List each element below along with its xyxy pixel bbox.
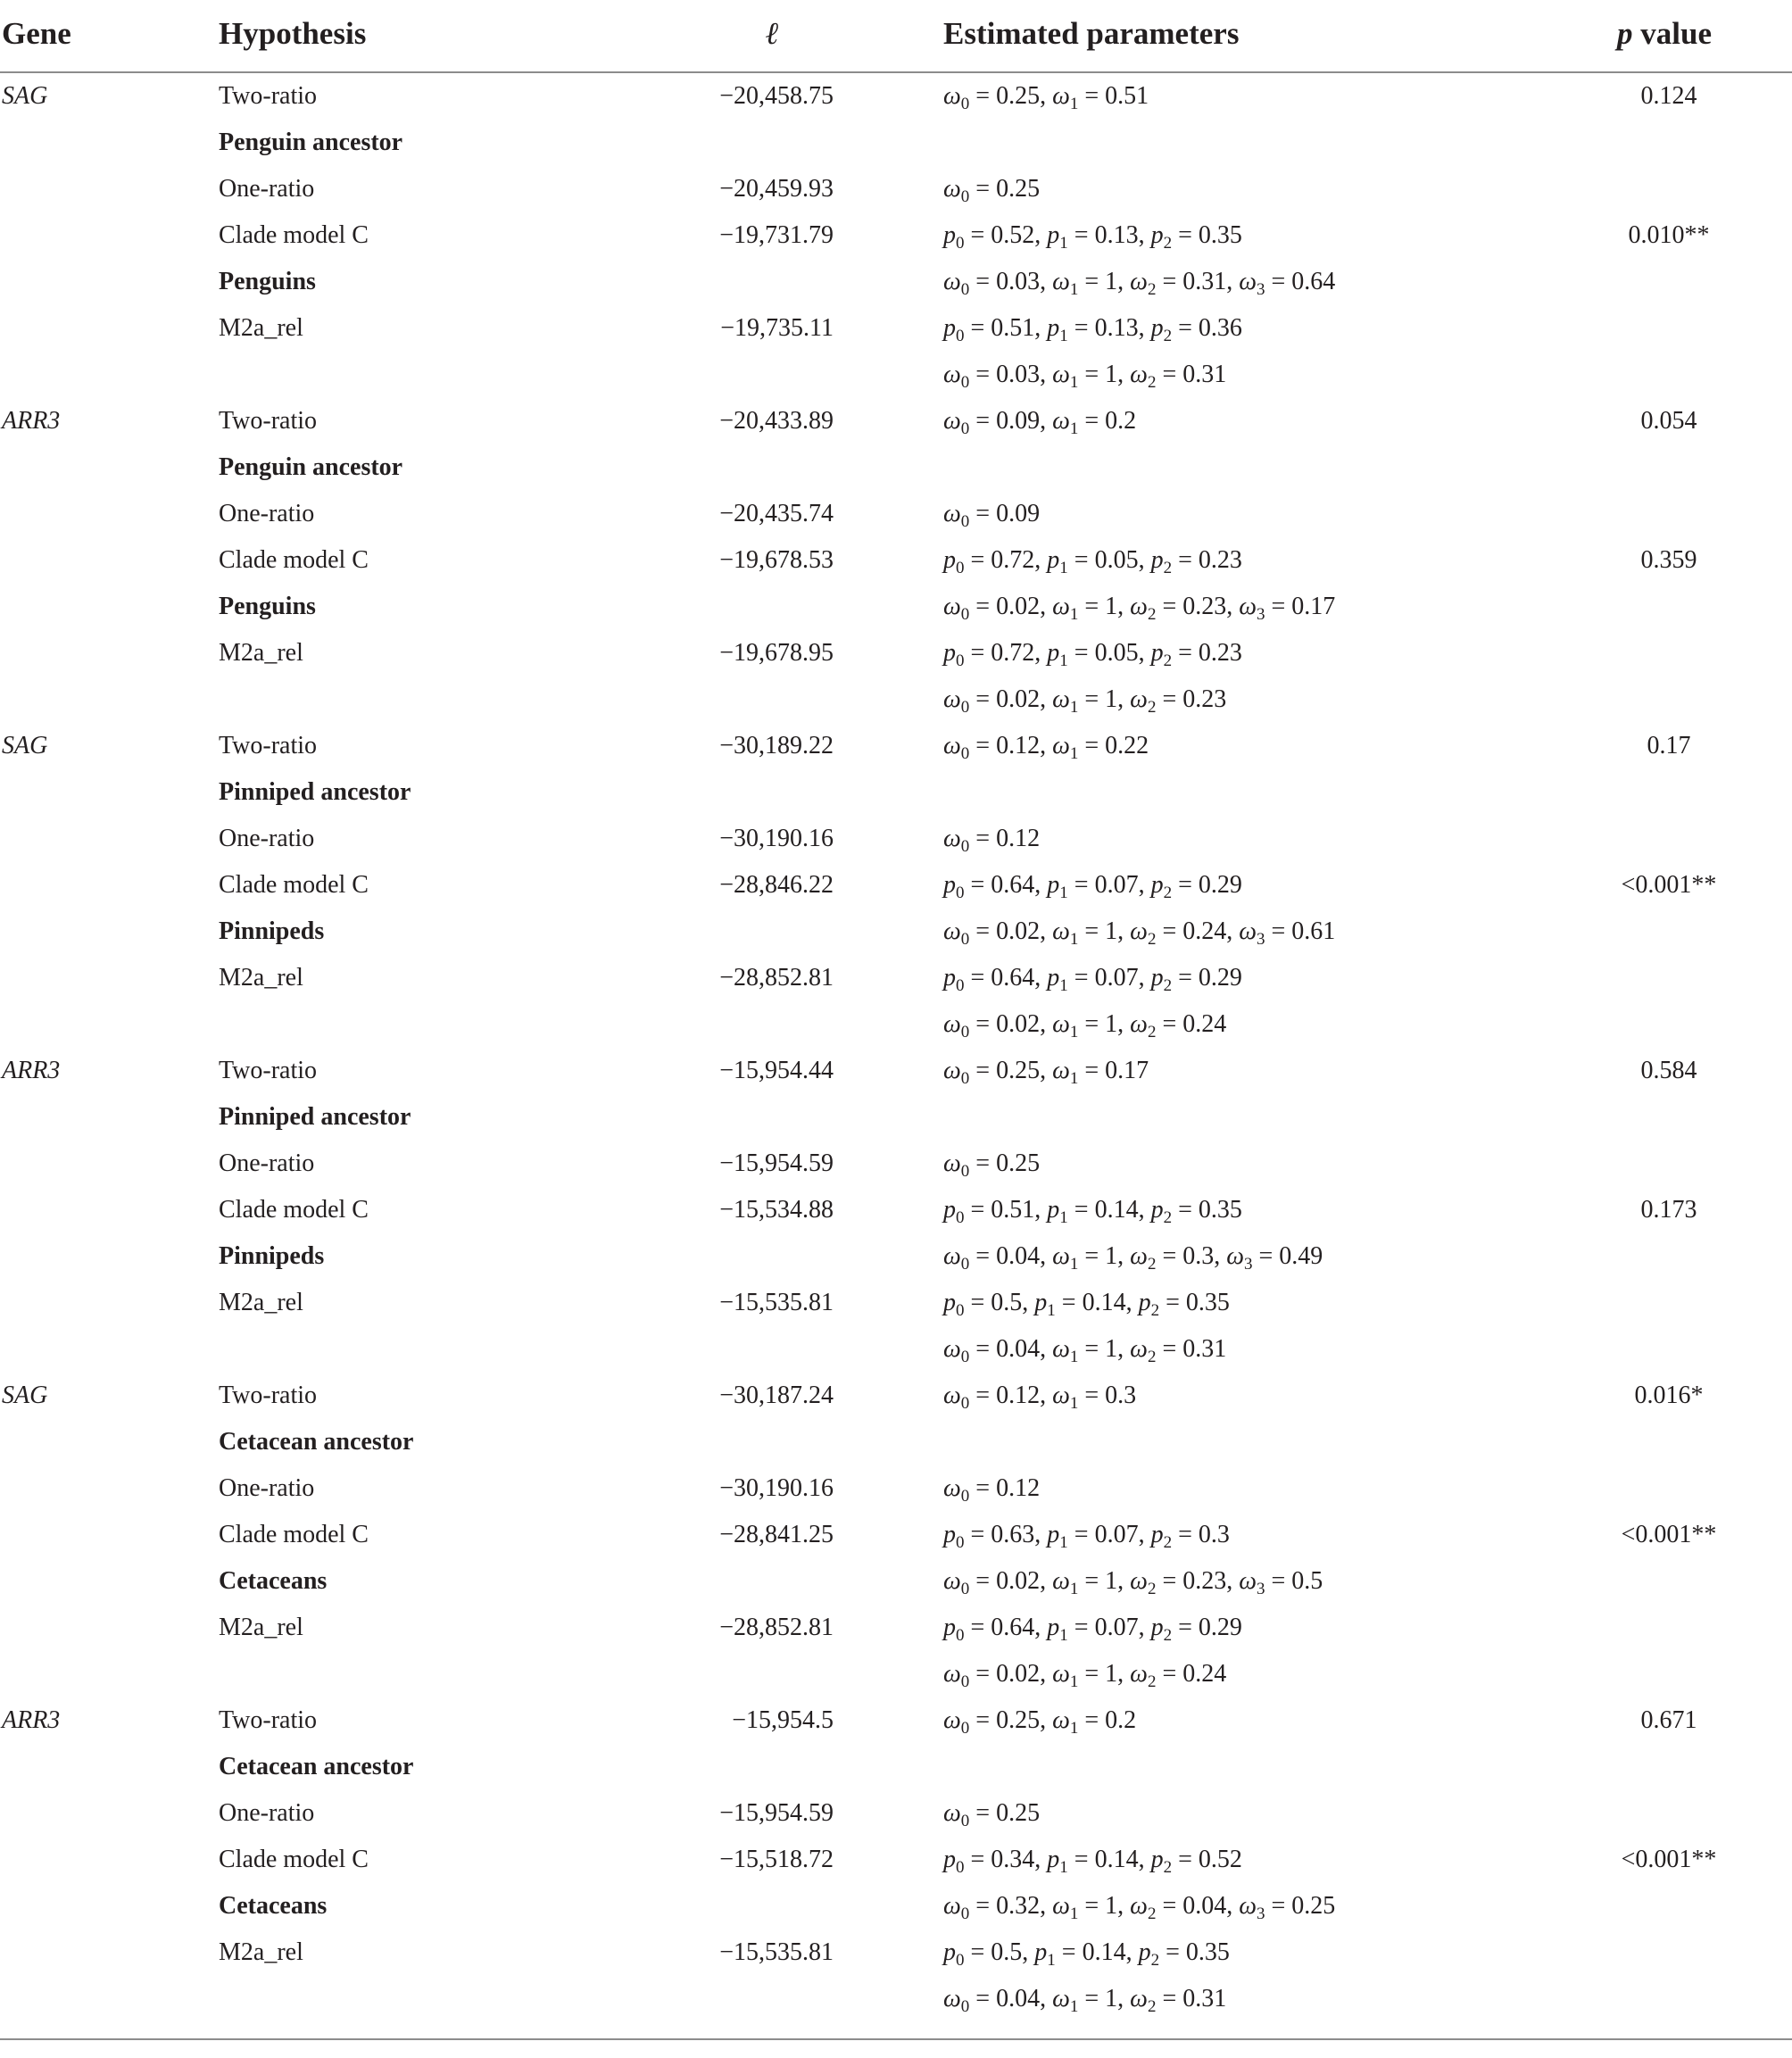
hypothesis-cell: One-ratio (219, 825, 315, 852)
loglikelihood-cell: −20,459.93 (719, 175, 834, 203)
table-row (0, 909, 1792, 955)
table-row (0, 630, 1792, 676)
table-row (0, 1651, 1792, 1697)
parameters-cell: $\omega_0 = 0.12$ (943, 825, 1041, 856)
parameters-cell: $\omega_0 = 0.04$, $\omega_1 = 1$, $\omega_2 = 0.31$ (943, 1985, 1227, 2016)
gene-cell: SAG (2, 82, 48, 110)
table-row (0, 1605, 1792, 1651)
hypothesis-cell: Clade model C (219, 546, 369, 574)
table-bottom-rule (0, 2038, 1792, 2040)
loglikelihood-cell: −20,435.74 (719, 500, 834, 527)
parameters-cell: $p_0 = 0.72$, $p_1 = 0.05$, $p_2 = 0.23$ (943, 639, 1242, 670)
hypothesis-cell: M2a_rel (219, 964, 303, 992)
loglikelihood-cell: −30,190.16 (719, 825, 834, 852)
hypothesis-cell: Two-ratio (219, 1382, 318, 1409)
gene-cell: ARR3 (2, 407, 61, 435)
loglikelihood-cell: −15,534.88 (719, 1196, 834, 1224)
table-row (0, 1883, 1792, 1929)
table-row (0, 1790, 1792, 1837)
hypothesis-cell: One-ratio (219, 1149, 315, 1177)
parameters-cell: $\omega_0 = 0.02$, $\omega_1 = 1$, $\omega_2 = 0.23$, $\omega_3 = 0.17$ (943, 593, 1336, 624)
table-row (0, 1697, 1792, 1744)
header-gene: Gene (2, 16, 71, 51)
loglikelihood-cell: −20,433.89 (719, 407, 834, 435)
gene-cell: SAG (2, 732, 48, 759)
table-row (0, 1929, 1792, 1976)
hypothesis-cell: Clade model C (219, 221, 369, 249)
table-row (0, 398, 1792, 444)
table-row (0, 352, 1792, 398)
parameters-cell: $\omega_0 = 0.12$, $\omega_1 = 0.3$ (943, 1382, 1137, 1413)
parameters-cell: $\omega_0 = 0.25$, $\omega_1 = 0.2$ (943, 1706, 1137, 1738)
parameters-cell: $p_0 = 0.64$, $p_1 = 0.07$, $p_2 = 0.29$ (943, 964, 1242, 995)
p-value-cell: 0.671 (1640, 1706, 1697, 1734)
p-value-cell: 0.17 (1647, 732, 1691, 759)
p-value-cell: 0.016* (1634, 1382, 1704, 1409)
parameters-cell: $p_0 = 0.52$, $p_1 = 0.13$, $p_2 = 0.35$ (943, 221, 1242, 253)
table-row (0, 1233, 1792, 1280)
hypothesis-cell: Clade model C (219, 1521, 369, 1548)
header-loglikelihood: ℓ (766, 16, 779, 51)
p-value-cell: 0.359 (1640, 546, 1697, 574)
table-row (0, 1373, 1792, 1419)
gene-cell: SAG (2, 1382, 48, 1409)
table-row (0, 212, 1792, 259)
hypothesis-cell: Two-ratio (219, 1706, 318, 1734)
hypothesis-cell: One-ratio (219, 1474, 315, 1502)
table-row (0, 584, 1792, 630)
table-row (0, 1837, 1792, 1883)
hypothesis-cell: Clade model C (219, 1196, 369, 1224)
p-value-cell: 0.010** (1628, 221, 1710, 249)
header-hypothesis: Hypothesis (219, 16, 367, 51)
loglikelihood-cell: −28,852.81 (719, 964, 834, 992)
hypothesis-cell: M2a_rel (219, 1289, 303, 1316)
parameters-cell: $\omega_0 = 0.04$, $\omega_1 = 1$, $\omega_2 = 0.31$ (943, 1335, 1227, 1366)
loglikelihood-cell: −15,954.44 (719, 1057, 834, 1084)
hypothesis-cell: One-ratio (219, 500, 315, 527)
parameters-cell: $\omega_0 = 0.12$, $\omega_1 = 0.22$ (943, 732, 1149, 763)
hypothesis-cell: Clade model C (219, 871, 369, 899)
table-row (0, 676, 1792, 723)
p-value-cell: <0.001** (1621, 871, 1717, 899)
parameters-cell: $\omega_0 = 0.02$, $\omega_1 = 1$, $\omega_2 = 0.24$ (943, 1010, 1227, 1041)
parameters-cell: $\omega_0 = 0.12$ (943, 1474, 1041, 1506)
hypothesis-cell: Cetaceans (219, 1567, 328, 1595)
hypothesis-cell: Two-ratio (219, 407, 318, 435)
table-row (0, 305, 1792, 352)
gene-cell: ARR3 (2, 1057, 61, 1084)
parameters-cell: $\omega_0 = 0.03$, $\omega_1 = 1$, $\omega_2 = 0.31$ (943, 361, 1227, 392)
table-row (0, 537, 1792, 584)
loglikelihood-cell: −19,731.79 (719, 221, 834, 249)
table-row (0, 723, 1792, 769)
hypothesis-cell: Penguins (219, 268, 316, 295)
loglikelihood-cell: −15,535.81 (719, 1938, 834, 1966)
loglikelihood-cell: −15,954.5 (732, 1706, 834, 1734)
loglikelihood-cell: −28,841.25 (719, 1521, 834, 1548)
parameters-cell: $\omega_0 = 0.25$ (943, 1149, 1041, 1181)
loglikelihood-cell: −19,678.53 (719, 546, 834, 574)
table-row (0, 1187, 1792, 1233)
loglikelihood-cell: −30,189.22 (719, 732, 834, 759)
p-value-cell: 0.124 (1640, 82, 1697, 110)
table-row (0, 1558, 1792, 1605)
parameters-cell: $p_0 = 0.64$, $p_1 = 0.07$, $p_2 = 0.29$ (943, 1614, 1242, 1645)
hypothesis-cell: Penguin ancestor (219, 129, 403, 156)
hypothesis-cell: M2a_rel (219, 639, 303, 667)
table-row (0, 1744, 1792, 1790)
parameters-cell: $\omega_0 = 0.02$, $\omega_1 = 1$, $\omega_2 = 0.23$ (943, 685, 1227, 717)
table-row (0, 1280, 1792, 1326)
p-value-cell: 0.584 (1640, 1057, 1697, 1084)
p-value-cell: <0.001** (1621, 1521, 1717, 1548)
parameters-cell: $p_0 = 0.51$, $p_1 = 0.14$, $p_2 = 0.35$ (943, 1196, 1242, 1227)
parameters-cell: $\omega_0 = 0.25$, $\omega_1 = 0.51$ (943, 82, 1149, 113)
parameters-cell: $p_0 = 0.34$, $p_1 = 0.14$, $p_2 = 0.52$ (943, 1846, 1242, 1877)
table-row (0, 1141, 1792, 1187)
hypothesis-cell: One-ratio (219, 1799, 315, 1827)
hypothesis-cell: M2a_rel (219, 314, 303, 342)
hypothesis-cell: Cetaceans (219, 1892, 328, 1920)
hypothesis-cell: M2a_rel (219, 1938, 303, 1966)
p-value-cell: <0.001** (1621, 1846, 1717, 1873)
table-row (0, 955, 1792, 1001)
table-row (0, 816, 1792, 862)
table-row (0, 166, 1792, 212)
table-header (0, 0, 1792, 73)
table-row (0, 120, 1792, 166)
hypothesis-cell: Penguin ancestor (219, 453, 403, 481)
parameters-cell: $\omega_0 = 0.02$, $\omega_1 = 1$, $\omega_2 = 0.23$, $\omega_3 = 0.5$ (943, 1567, 1323, 1598)
table-row (0, 259, 1792, 305)
parameters-cell: $\omega_0 = 0.09$, $\omega_1 = 0.2$ (943, 407, 1137, 438)
parameters-cell: $\omega_0 = 0.09$ (943, 500, 1041, 531)
table-row (0, 1419, 1792, 1465)
loglikelihood-cell: −30,190.16 (719, 1474, 834, 1502)
table-row (0, 769, 1792, 816)
parameters-cell: $\omega_0 = 0.02$, $\omega_1 = 1$, $\omega_2 = 0.24$, $\omega_3 = 0.61$ (943, 917, 1336, 949)
hypothesis-cell: Two-ratio (219, 1057, 318, 1084)
loglikelihood-cell: −30,187.24 (719, 1382, 834, 1409)
parameters-cell: $\omega_0 = 0.25$, $\omega_1 = 0.17$ (943, 1057, 1149, 1088)
loglikelihood-cell: −20,458.75 (719, 82, 834, 110)
parameters-cell: $p_0 = 0.64$, $p_1 = 0.07$, $p_2 = 0.29$ (943, 871, 1242, 902)
table-row (0, 1048, 1792, 1094)
table-row (0, 862, 1792, 909)
table-row (0, 1512, 1792, 1558)
parameters-cell: $p_0 = 0.51$, $p_1 = 0.13$, $p_2 = 0.36$ (943, 314, 1242, 345)
hypothesis-cell: Pinnipeds (219, 917, 325, 945)
table-row (0, 444, 1792, 491)
table-row (0, 1094, 1792, 1141)
parameters-cell: $\omega_0 = 0.03$, $\omega_1 = 1$, $\omega_2 = 0.31$, $\omega_3 = 0.64$ (943, 268, 1336, 299)
hypothesis-cell: Pinniped ancestor (219, 1103, 411, 1131)
parameters-cell: $\omega_0 = 0.04$, $\omega_1 = 1$, $\omega_2 = 0.3$, $\omega_3 = 0.49$ (943, 1242, 1323, 1274)
gene-cell: ARR3 (2, 1706, 61, 1734)
parameters-cell: $p_0 = 0.5$, $p_1 = 0.14$, $p_2 = 0.35$ (943, 1938, 1230, 1970)
loglikelihood-cell: −15,954.59 (719, 1149, 834, 1177)
header-p-suffix: value (1632, 16, 1712, 51)
hypothesis-cell: Pinnipeds (219, 1242, 325, 1270)
table-row (0, 1465, 1792, 1512)
table-row (0, 1326, 1792, 1373)
parameters-cell: $p_0 = 0.5$, $p_1 = 0.14$, $p_2 = 0.35$ (943, 1289, 1230, 1320)
p-value-cell: 0.173 (1640, 1196, 1697, 1224)
hypothesis-cell: Penguins (219, 593, 316, 620)
loglikelihood-cell: −15,518.72 (719, 1846, 834, 1873)
parameters-cell: $p_0 = 0.63$, $p_1 = 0.07$, $p_2 = 0.3$ (943, 1521, 1230, 1552)
parameters-cell: $\omega_0 = 0.25$ (943, 1799, 1041, 1830)
parameters-cell: $\omega_0 = 0.02$, $\omega_1 = 1$, $\omega_2 = 0.24$ (943, 1660, 1227, 1691)
parameters-cell: $p_0 = 0.72$, $p_1 = 0.05$, $p_2 = 0.23$ (943, 546, 1242, 577)
table-row (0, 1001, 1792, 1048)
loglikelihood-cell: −19,678.95 (719, 639, 834, 667)
parameters-cell: $\omega_0 = 0.25$ (943, 175, 1041, 206)
loglikelihood-cell: −28,852.81 (719, 1614, 834, 1641)
table-row (0, 1976, 1792, 2022)
p-value-cell: 0.054 (1640, 407, 1697, 435)
loglikelihood-cell: −15,954.59 (719, 1799, 834, 1827)
header-estimated-parameters: Estimated parameters (943, 16, 1240, 51)
loglikelihood-cell: −19,735.11 (720, 314, 834, 342)
table-row (0, 491, 1792, 537)
header-p-symbol: p (1617, 16, 1633, 51)
loglikelihood-cell: −15,535.81 (719, 1289, 834, 1316)
hypothesis-cell: Cetacean ancestor (219, 1753, 414, 1780)
hypothesis-cell: Cetacean ancestor (219, 1428, 414, 1456)
loglikelihood-cell: −28,846.22 (719, 871, 834, 899)
hypothesis-cell: M2a_rel (219, 1614, 303, 1641)
table-row (0, 73, 1792, 120)
parameters-cell: $\omega_0 = 0.32$, $\omega_1 = 1$, $\omega_2 = 0.04$, $\omega_3 = 0.25$ (943, 1892, 1336, 1923)
hypothesis-cell: One-ratio (219, 175, 315, 203)
hypothesis-cell: Clade model C (219, 1846, 369, 1873)
hypothesis-cell: Two-ratio (219, 82, 318, 110)
hypothesis-cell: Pinniped ancestor (219, 778, 411, 806)
hypothesis-cell: Two-ratio (219, 732, 318, 759)
header-p-value (1617, 14, 1712, 54)
